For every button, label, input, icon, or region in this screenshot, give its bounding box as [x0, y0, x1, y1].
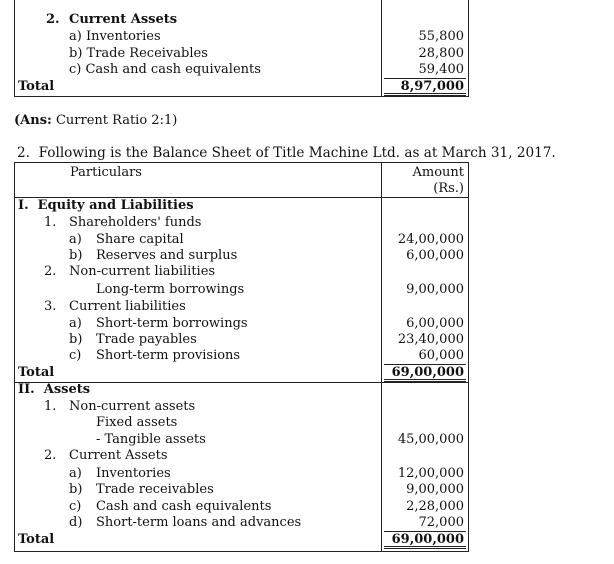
answer-text: Current Ratio 2:1)	[55, 113, 178, 128]
row-label: Inventories	[96, 466, 171, 481]
table-left-border	[14, 162, 15, 552]
row-amount: 6,00,000	[406, 316, 464, 331]
section-title: I. Equity and Liabilities	[18, 198, 194, 213]
row-label: Non-current assets	[69, 399, 196, 414]
item-label: b) Trade Receivables	[69, 46, 208, 61]
row-label: Cash and cash equivalents	[96, 499, 272, 514]
row-letter: c)	[69, 499, 82, 514]
section-number: 2.	[46, 12, 60, 27]
answer-line	[14, 113, 177, 129]
item-amount: 59,400	[418, 62, 464, 77]
row-letter: a)	[69, 316, 82, 331]
section-title: II. Assets	[18, 382, 91, 397]
header-unit: (Rs.)	[433, 181, 464, 196]
answer-prefix: (Ans:	[14, 113, 52, 128]
total-amount: 69,00,000	[391, 532, 464, 547]
table-bottom-border	[14, 551, 469, 552]
row-label: Short-term loans and advances	[96, 515, 302, 530]
row-amount: 9,00,000	[406, 282, 464, 297]
total-double-underline	[384, 546, 466, 549]
row-label: Share capital	[96, 232, 184, 247]
row-number: 1.	[44, 399, 57, 414]
row-amount: 60,000	[418, 348, 464, 363]
row-amount: 45,00,000	[397, 432, 464, 447]
row-label: Non-current liabilities	[69, 264, 216, 279]
row-amount: 9,00,000	[406, 482, 464, 497]
row-label: - Tangible assets	[96, 432, 206, 447]
row-number: 2.	[44, 448, 57, 463]
row-amount: 23,40,000	[397, 332, 464, 347]
row-label: Short-term provisions	[96, 348, 241, 363]
row-label: Shareholders' funds	[69, 215, 202, 230]
row-letter: b)	[69, 482, 83, 497]
top-right-border	[468, 0, 469, 97]
total-label: Total	[18, 532, 55, 547]
row-number: 3.	[44, 299, 57, 314]
row-amount: 24,00,000	[397, 232, 464, 247]
total-amount: 69,00,000	[391, 365, 464, 380]
header-amount: Amount	[412, 165, 464, 180]
row-label: Reserves and surplus	[96, 248, 238, 263]
table-right-border	[468, 162, 469, 552]
row-label: Trade receivables	[96, 482, 214, 497]
row-amount: 6,00,000	[406, 248, 464, 263]
row-number: 2.	[44, 264, 57, 279]
row-letter: c)	[69, 348, 82, 363]
row-letter: b)	[69, 332, 83, 347]
row-number: 1.	[44, 215, 57, 230]
total-label: Total	[18, 365, 55, 380]
row-amount: 2,28,000	[406, 499, 464, 514]
row-amount: 72,000	[418, 515, 464, 530]
row-letter: a)	[69, 466, 82, 481]
item-amount: 55,800	[418, 29, 464, 44]
row-letter: d)	[69, 515, 83, 530]
row-label: Trade payables	[96, 332, 197, 347]
header-particulars: Particulars	[70, 165, 142, 180]
row-label: Short-term borrowings	[96, 316, 248, 331]
item-label: c) Cash and cash equivalents	[69, 62, 261, 77]
row-letter: a)	[69, 232, 82, 247]
top-left-border	[14, 0, 15, 97]
row-amount: 12,00,000	[397, 466, 464, 481]
row-label: Current liabilities	[69, 299, 186, 314]
total-label: Total	[18, 79, 55, 94]
total-double-underline	[384, 93, 466, 96]
row-label: Fixed assets	[96, 415, 178, 430]
top-bottom-border	[14, 96, 469, 97]
item-label: a) Inventories	[69, 29, 161, 44]
item-amount: 28,800	[418, 46, 464, 61]
row-letter: b)	[69, 248, 83, 263]
section-title: Current Assets	[69, 12, 178, 27]
question-text: 2. Following is the Balance Sheet of Title Machine Ltd. as at March 31, 2017.	[17, 145, 556, 161]
row-label: Long-term borrowings	[96, 282, 245, 297]
total-amount: 8,97,000	[400, 79, 464, 94]
row-label: Current Assets	[69, 448, 168, 463]
table-top-border	[14, 162, 469, 163]
